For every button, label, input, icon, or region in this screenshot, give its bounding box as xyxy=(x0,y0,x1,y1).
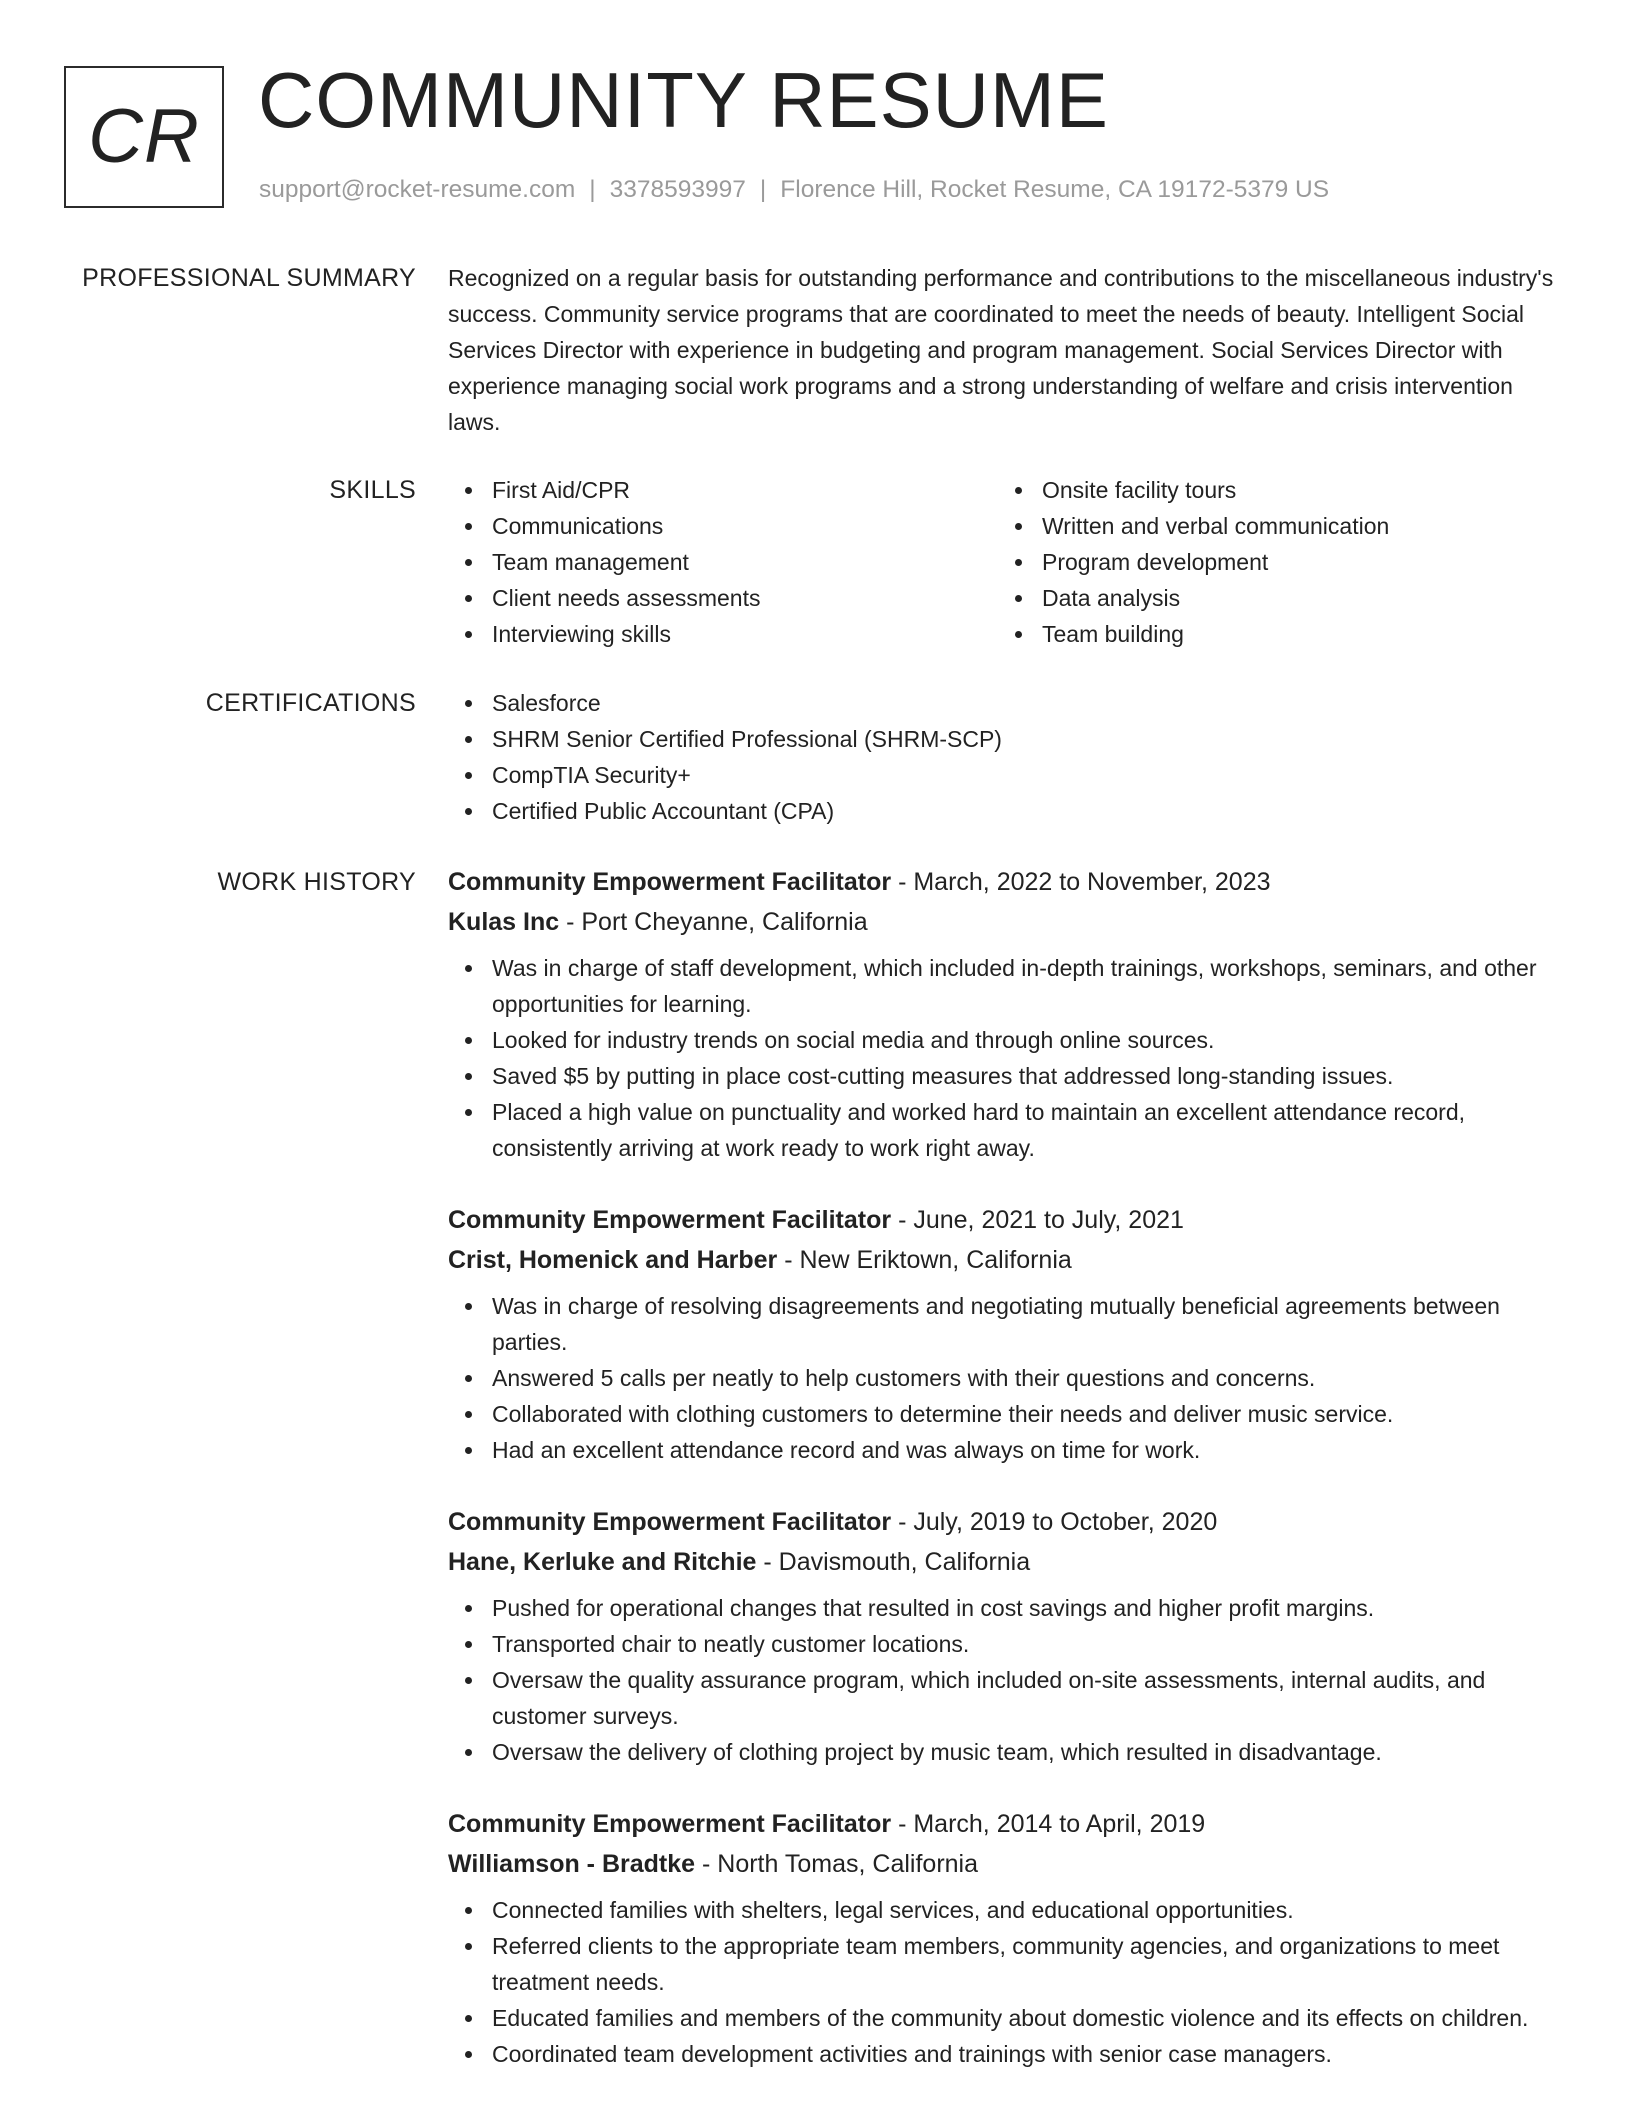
job-bullet: Answered 5 calls per neatly to help customers with their questions and concerns. xyxy=(492,1360,1560,1396)
job-title-line xyxy=(448,1502,1560,1542)
job-dates: - July, 2019 to October, 2020 xyxy=(891,1508,1218,1536)
job-bullet: Connected families with shelters, legal services, and educational opportunities. xyxy=(492,1892,1560,1928)
job-bullet: Was in charge of staff development, which included in-depth trainings, workshops, seminars, and other opportunities for learning. xyxy=(492,950,1560,1022)
job-title: Community Empowerment Facilitator xyxy=(448,1508,892,1536)
skill-item: First Aid/CPR xyxy=(492,472,998,508)
skill-item: Team building xyxy=(1042,616,1548,652)
skills-column-2 xyxy=(998,472,1548,652)
job-title-line xyxy=(448,862,1560,902)
skills-section xyxy=(0,472,1632,652)
certification-item: Salesforce xyxy=(492,685,1560,721)
skill-item: Onsite facility tours xyxy=(1042,472,1548,508)
certification-item: Certified Public Accountant (CPA) xyxy=(492,793,1560,829)
job-entry xyxy=(448,862,1560,1166)
skill-item: Client needs assessments xyxy=(492,580,998,616)
job-bullet: Oversaw the delivery of clothing project by music team, which resulted in disadvantage. xyxy=(492,1734,1560,1770)
summary-text: Recognized on a regular basis for outstanding performance and contributions to the miscellaneous industry's success. Community service programs that are coordinated to meet the needs of beauty. Intelligent Social Services Director with experience in budgeting and program management. Social Services Director with experience managing social work programs and a strong understanding of welfare and crisis intervention laws. xyxy=(448,265,1554,435)
job-title: Community Empowerment Facilitator xyxy=(448,1206,892,1234)
skill-item: Data analysis xyxy=(1042,580,1548,616)
job-bullet: Looked for industry trends on social media and through online sources. xyxy=(492,1022,1560,1058)
job-company: Crist, Homenick and Harber xyxy=(448,1246,778,1274)
skill-item: Written and verbal communication xyxy=(1042,508,1548,544)
summary-heading: PROFESSIONAL SUMMARY xyxy=(82,264,416,292)
certification-item: CompTIA Security+ xyxy=(492,757,1560,793)
monogram-box xyxy=(64,66,224,208)
job-company: Hane, Kerluke and Ritchie xyxy=(448,1548,757,1576)
contact-line xyxy=(259,174,1329,206)
contact-address: Florence Hill, Rocket Resume, CA 19172-5379 US xyxy=(780,176,1330,203)
job-bullet: Oversaw the quality assurance program, which included on-site assessments, internal audits, and customer surveys. xyxy=(492,1662,1560,1734)
job-company: Williamson - Bradtke xyxy=(448,1850,696,1878)
work-history-heading: WORK HISTORY xyxy=(217,868,416,896)
job-bullets xyxy=(448,950,1560,1166)
job-bullet: Educated families and members of the community about domestic violence and its effects on children. xyxy=(492,2000,1560,2036)
job-entry xyxy=(448,1804,1560,2072)
contact-email[interactable]: support@rocket-resume.com xyxy=(259,176,576,203)
job-bullet: Saved $5 by putting in place cost-cutting measures that addressed long-standing issues. xyxy=(492,1058,1560,1094)
skills-column-1 xyxy=(448,472,998,652)
job-bullet: Pushed for operational changes that resulted in cost savings and higher profit margins. xyxy=(492,1590,1560,1626)
contact-phone[interactable]: 3378593997 xyxy=(609,176,746,203)
skills-heading: SKILLS xyxy=(329,476,416,504)
job-entry xyxy=(448,1502,1560,1770)
job-bullets xyxy=(448,1892,1560,2072)
job-location: - New Eriktown, California xyxy=(777,1246,1072,1274)
job-location: - North Tomas, California xyxy=(695,1850,979,1878)
job-entry xyxy=(448,1200,1560,1468)
job-title-line xyxy=(448,1200,1560,1240)
job-company-line xyxy=(448,1542,1560,1582)
skill-item: Communications xyxy=(492,508,998,544)
monogram-initials: CR xyxy=(88,94,200,179)
skill-item: Interviewing skills xyxy=(492,616,998,652)
skills-list-1 xyxy=(448,472,998,652)
skills-grid xyxy=(448,472,1560,652)
job-company-line xyxy=(448,1240,1560,1280)
job-bullet: Had an excellent attendance record and was always on time for work. xyxy=(492,1432,1560,1468)
certification-item: SHRM Senior Certified Professional (SHRM-SCP) xyxy=(492,721,1560,757)
job-company-line xyxy=(448,1844,1560,1884)
job-title: Community Empowerment Facilitator xyxy=(448,1810,892,1838)
job-company-line xyxy=(448,902,1560,942)
job-bullet: Collaborated with clothing customers to determine their needs and deliver music service. xyxy=(492,1396,1560,1432)
skills-list-2 xyxy=(998,472,1548,652)
certifications-body xyxy=(448,685,1560,829)
certifications-heading: CERTIFICATIONS xyxy=(205,689,416,717)
job-bullet: Was in charge of resolving disagreements and negotiating mutually beneficial agreements between parties. xyxy=(492,1288,1560,1360)
job-bullet: Referred clients to the appropriate team members, community agencies, and organizations to meet treatment needs. xyxy=(492,1928,1560,2000)
job-dates: - March, 2022 to November, 2023 xyxy=(891,868,1271,896)
job-title: Community Empowerment Facilitator xyxy=(448,868,892,896)
skills-body xyxy=(448,472,1560,652)
summary-body xyxy=(448,260,1560,440)
job-location: - Davismouth, California xyxy=(756,1548,1031,1576)
job-bullet: Transported chair to neatly customer locations. xyxy=(492,1626,1560,1662)
skill-item: Team management xyxy=(492,544,998,580)
job-title-line xyxy=(448,1804,1560,1844)
resume-content xyxy=(0,260,1632,2106)
job-bullet: Coordinated team development activities and trainings with senior case managers. xyxy=(492,2036,1560,2072)
work-history-body xyxy=(448,862,1560,2106)
job-bullet: Placed a high value on punctuality and worked hard to maintain an excellent attendance record, consistently arriving at work ready to work right away. xyxy=(492,1094,1560,1166)
contact-separator: | xyxy=(589,176,596,203)
certifications-list xyxy=(448,685,1560,829)
resume-name: COMMUNITY RESUME xyxy=(258,56,1109,144)
certifications-section xyxy=(0,685,1632,829)
summary-section xyxy=(0,260,1632,440)
job-bullets xyxy=(448,1288,1560,1468)
contact-separator: | xyxy=(759,176,767,203)
job-dates: - June, 2021 to July, 2021 xyxy=(891,1206,1184,1234)
skill-item: Program development xyxy=(1042,544,1548,580)
job-bullets xyxy=(448,1590,1560,1770)
job-location: - Port Cheyanne, California xyxy=(559,908,868,936)
job-dates: - March, 2014 to April, 2019 xyxy=(891,1810,1206,1838)
job-company: Kulas Inc xyxy=(448,908,560,936)
work-history-section xyxy=(0,862,1632,2106)
